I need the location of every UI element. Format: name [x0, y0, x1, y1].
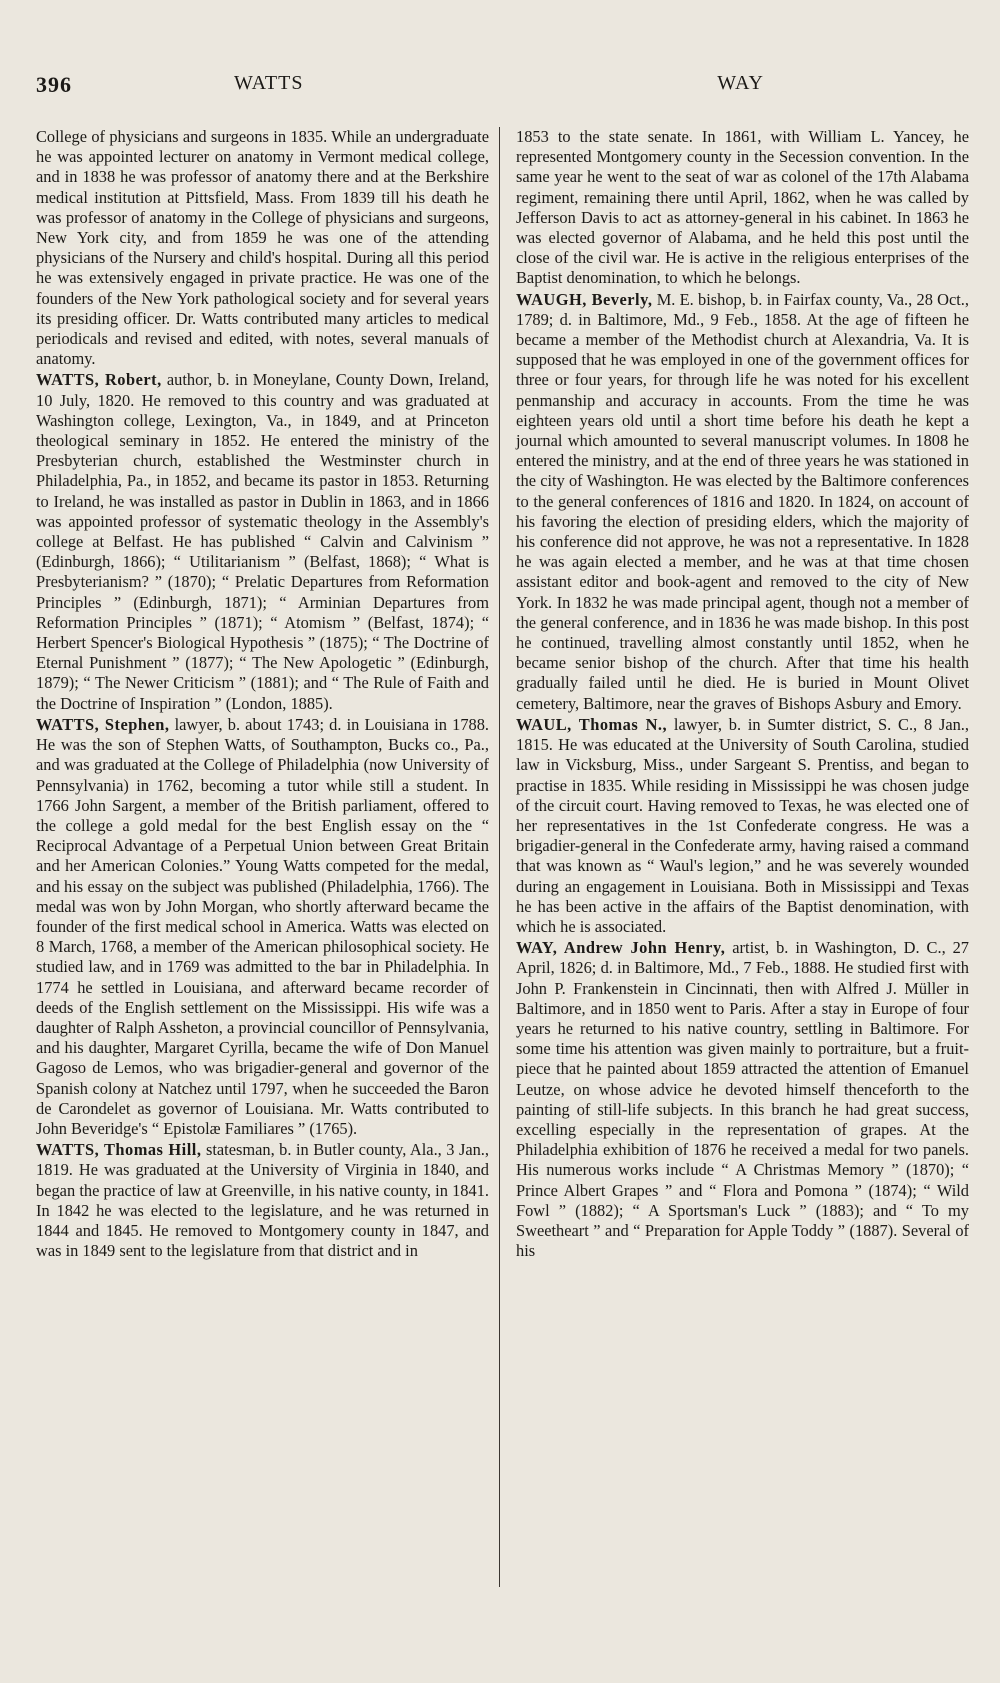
entry-text: lawyer, b. about 1743; d. in Louisiana in 1788. He was the son of Stephen Watts, of Southampton, Bucks co., Pa., and was graduated at the College of Philadelphia (now University of Pennsylvania) in 1762, becoming a tutor while still a student. In 1766 John Sargent, a member of the British parliament, offered to the college a gold medal for the best English essay on the “ Reciprocal Advantage of a Perpetual Union between Great Britain and her American Colonies.” Young Watts competed for the medal, and his essay on the subject was published (Philadelphia, 1766). The medal was won by John Morgan, who shortly afterward became the founder of the first medical school in America. Watts was elected on 8 March, 1768, a member of the American philosophical society. He studied law, and in 1769 was admitted to the bar in Philadelphia. In 1774 he settled in Louisiana, and afterward became recorder of deeds of the English settlement on the Mississippi. His wife was a daughter of Ralph Assheton, a provincial councillor of Pennsylvania, and his daughter, Margaret Cyrilla, became the wife of Don Manuel Gagoso de Lemos, who was brigadier-general and governor of the Spanish colony at Natchez until 1797, when he succeeded the Baron de Carondelet as governor of Louisiana. Mr. Watts contributed to John Beveridge's “ Epistolæ Familiares ” (1765).: [36, 714, 489, 1138]
entry-text: artist, b. in Washington, D. C., 27 April, 1826; d. in Baltimore, Md., 7 Feb., 1888. He studied first with John P. Frankenstein in Cincinnati, then with Alfred J. Müller in Baltimore, and in 1850 went to Paris. After a stay in Europe of four years he returned to his native country, settling in Baltimore. For some time his attention was given mainly to portraiture, but a fruit-piece that he painted about 1859 attracted the attention of Emanuel Leutze, on whose advice he devoted himself thenceforth to the painting of still-life subjects. In this branch he had great success, excelling especially in the representation of grapes. At the Philadelphia exhibition of 1876 he received a medal for two panels. His numerous works include “ A Christmas Memory ” (1870); “ Prince Albert Grapes ” and “ Flora and Pomona ” (1874); “ Wild Fowl ” (1882); “ A Sportsman's Luck ” (1883); and “ To my Sweetheart ” and “ Preparation for Apple Toddy ” (1887). Several of his: [516, 938, 969, 1261]
entry-text: statesman, b. in Butler county, Ala., 3 Jan., 1819. He was graduated at the University of Virginia in 1840, and began the practice of law at Greenville, in his native county, in 1841. In 1842 he was elected to the legislature, and he was returned in 1844 and 1845. He removed to Montgomery county in 1847, and was in 1849 sent to the legislature from that district and in: [36, 1140, 489, 1261]
entry-text: M. E. bishop, b. in Fairfax county, Va., 28 Oct., 1789; d. in Baltimore, Md., 9 Feb., 1858. At the age of fifteen he became a member of the Methodist church at Alexandria, Va. It is supposed that he was employed in one of the government offices for three or four years, for through life he was noted for his excellent penmanship and accuracy in accounts. From the time he was eighteen years old until a short time before his death he kept a journal which amounted to several manuscript volumes. In 1808 he entered the ministry, and at the end of three years he was stationed in the city of Washington. He was elected by the Baltimore conferences to the general conferences of 1816 and 1820. In 1824, on account of his favoring the election of presiding elders, which the majority of his conference did not approve, he was not a representative. In 1828 he was again elected a member, and he was at that time chosen assistant editor and book-agent and removed to the city of New York. In 1832 he was made principal agent, though not a member of the general conference, and in 1836 he was made bishop. In this post he continued, travelling almost constantly until 1852, when he became senior bishop of the church. After that time his health gradually failed until he died. He is buried in Mount Olivet cemetery, Baltimore, near the graves of Bishops Asbury and Emory.: [516, 289, 969, 713]
continued-paragraph: College of physicians and surgeons in 1835. While an undergraduate he was appointed lecturer on anatomy in Vermont medical college, and in 1838 he was professor of anatomy there and at the Berkshire medical institution at Pittsfield, Mass. From 1839 till his death he was professor of anatomy in the College of physicians and surgeons, New York city, and from 1859 he was one of the attending physicians of the Nursery and child's hospital. During all this period he was extensively engaged in private practice. He was one of the founders of the New York pathological society and for several years its presiding officer. Dr. Watts contributed many articles to medical periodicals and revised and edited, with notes, several manuals of anatomy.: [36, 127, 489, 369]
entry-watts-thomas-hill: [36, 1140, 489, 1261]
entry-headword: WATTS, Thomas Hill,: [36, 1140, 202, 1160]
page-number: 396: [36, 72, 72, 97]
entry-way-andrew: [516, 938, 969, 1261]
right-column: [516, 127, 969, 1261]
entry-headword: WAUL, Thomas N.,: [516, 714, 668, 734]
column-divider: [499, 127, 500, 1587]
entry-text: lawyer, b. in Sumter district, S. C., 8 Jan., 1815. He was educated at the University of South Carolina, studied law in Vicksburg, Miss., under Sargeant S. Prentiss, and began to practise in 1835. While residing in Mississippi he was chosen judge of the circuit court. Having removed to Texas, he was elected one of her representatives in the 1st Confederate congress. He was a brigadier-general in the Confederate army, having raised a command that was known as “ Waul's legion,” and he was severely wounded during an engagement in Louisiana. Both in Mississippi and Texas he has been active in the affairs of the Baptist denomination, with which he is associated.: [516, 714, 969, 936]
entry-text: author, b. in Moneylane, County Down, Ireland, 10 July, 1820. He removed to this country and was graduated at Washington college, Lexington, Va., in 1849, and at Princeton theological seminary in 1852. He entered the ministry of the Presbyterian church, established the Westminster church in Philadelphia, Pa., in 1852, and became its pastor in 1853. Returning to Ireland, he was installed as pastor in Dublin in 1863, and in 1866 was appointed professor of systematic theology in the Assembly's college at Belfast. He has published “ Calvin and Calvinism ” (Edinburgh, 1866); “ Utilitarianism ” (Belfast, 1868); “ What is Presbyterianism? ” (1870); “ Prelatic Departures from Reformation Principles ” (Edinburgh, 1871); “ Arminian Departures from Reformation Principles ” (1871); “ Atomism ” (Belfast, 1874); “ Herbert Spencer's Biological Hypothesis ” (1875); “ The Doctrine of Eternal Punishment ” (1877); “ The New Apologetic ” (Edinburgh, 1879); “ The Newer Criticism ” (1881); and “ The Rule of Faith and the Doctrine of Inspiration ” (London, 1885).: [36, 370, 490, 713]
right-running-head: WAY: [717, 72, 764, 94]
entry-headword: WATTS, Robert,: [36, 370, 162, 390]
entry-headword: WATTS, Stephen,: [36, 714, 170, 734]
continued-paragraph: 1853 to the state senate. In 1861, with William L. Yancey, he represented Montgomery county in the Secession convention. In the same year he went to the seat of war as colonel of the 17th Alabama regiment, remaining there until April, 1862, when he was called by Jefferson Davis to act as attorney-general in his cabinet. In 1863 he was elected governor of Alabama, and he held this post until the close of the civil war. He is active in the religious enterprises of the Baptist denomination, to which he belongs.: [516, 127, 969, 288]
entry-waul-thomas: [516, 715, 969, 937]
entry-headword: WAUGH, Beverly,: [516, 289, 653, 309]
entry-waugh-beverly: [516, 290, 969, 714]
entry-headword: WAY, Andrew John Henry,: [516, 938, 726, 958]
left-column: [36, 127, 489, 1261]
entry-watts-robert: [36, 370, 489, 713]
left-running-head: WATTS: [234, 72, 304, 94]
entry-watts-stephen: [36, 715, 489, 1139]
running-header: [36, 72, 964, 102]
